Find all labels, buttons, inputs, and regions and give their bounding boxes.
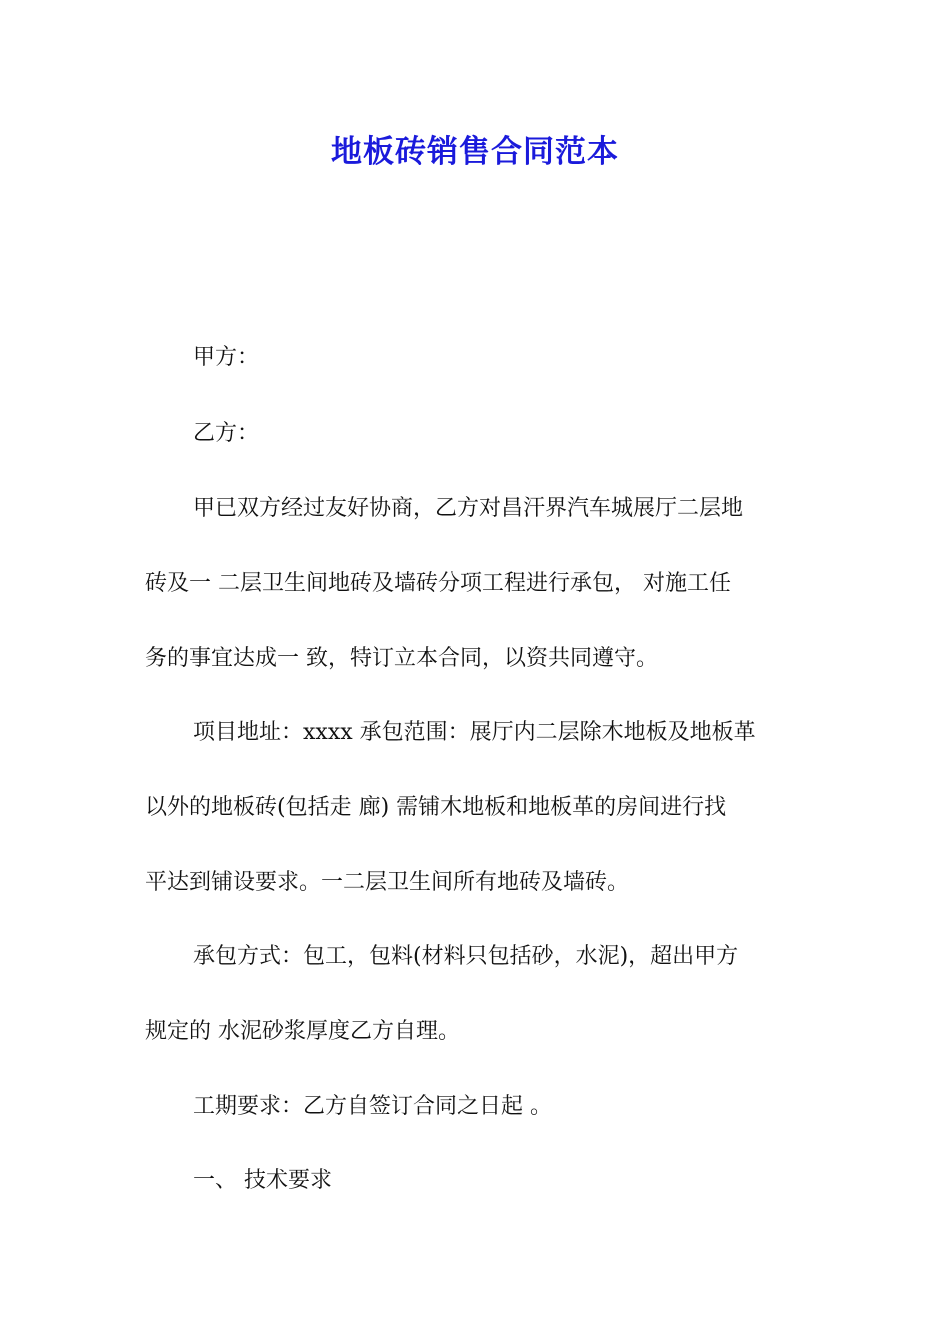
paragraph-2-line-3: 平达到铺设要求。一二层卫生间所有地砖及墙砖。 bbox=[145, 870, 630, 895]
party-b-label: 乙方： bbox=[193, 421, 260, 446]
paragraph-1-line-3: 务的事宜达成一 致，特订立本合同，以资共同遵守。 bbox=[145, 646, 658, 671]
paragraph-4: 工期要求：乙方自签订合同之日起 。 bbox=[193, 1094, 552, 1119]
paragraph-1-line-2: 砖及一 二层卫生间地砖及墙砖分项工程进行承包， 对施工任 bbox=[145, 571, 731, 596]
section-1-heading: 一、 技术要求 bbox=[193, 1168, 332, 1193]
paragraph-3-line-1: 承包方式：包工，包料(材料只包括砂，水泥)，超出甲方 bbox=[193, 944, 739, 969]
paragraph-1-line-1: 甲已双方经过友好协商，乙方对昌汗界汽车城展厅二层地 bbox=[193, 496, 744, 521]
paragraph-3-line-2: 规定的 水泥砂浆厚度乙方自理。 bbox=[145, 1019, 460, 1044]
party-a-label: 甲方： bbox=[193, 345, 260, 370]
document-title: 地板砖销售合同范本 bbox=[331, 134, 619, 170]
paragraph-2-line-2: 以外的地板砖(包括走 廊) 需铺木地板和地板革的房间进行找 bbox=[145, 795, 727, 820]
paragraph-2-line-1: 项目地址：xxxx 承包范围：展厅内二层除木地板及地板革 bbox=[193, 720, 756, 745]
